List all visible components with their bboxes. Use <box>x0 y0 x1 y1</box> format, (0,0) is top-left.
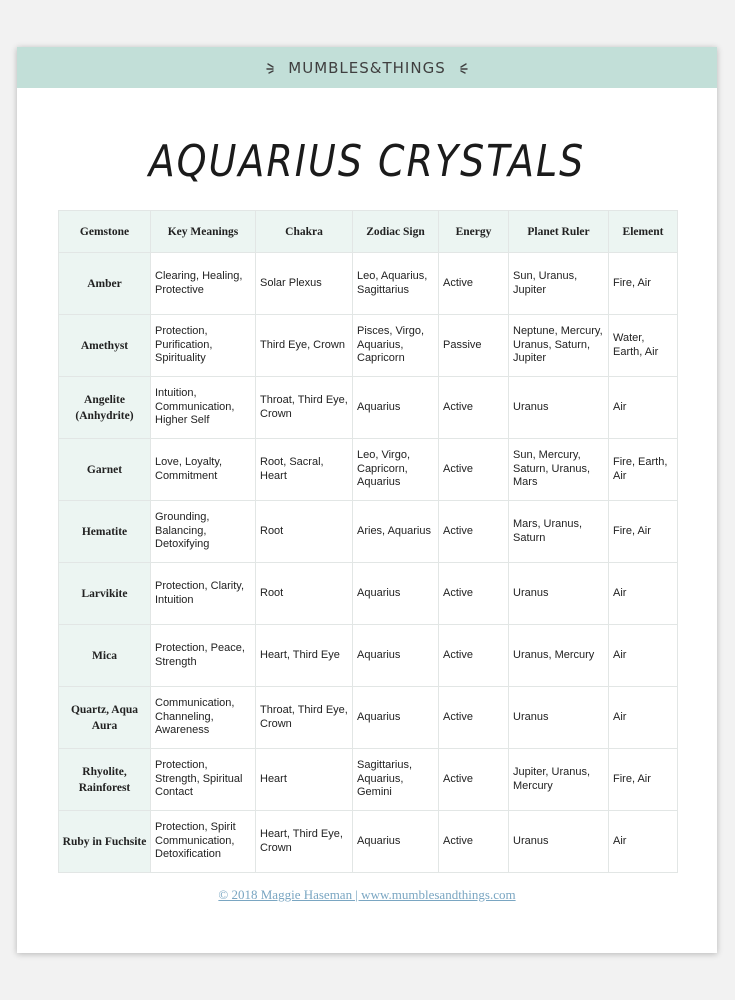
column-header-planet-ruler: Planet Ruler <box>509 211 609 253</box>
chakra-cell: Root <box>256 501 353 563</box>
gemstone-cell: Quartz, Aqua Aura <box>59 687 151 749</box>
energy-cell: Passive <box>439 315 509 377</box>
zodiac-sign-cell: Pisces, Virgo, Aquarius, Capricorn <box>353 315 439 377</box>
planet-ruler-cell: Mars, Uranus, Saturn <box>509 501 609 563</box>
printable-page <box>17 47 717 953</box>
planet-ruler-cell: Sun, Mercury, Saturn, Uranus, Mars <box>509 439 609 501</box>
planet-ruler-cell: Neptune, Mercury, Uranus, Saturn, Jupiter <box>509 315 609 377</box>
page-title: AQUARIUS CRYSTALS <box>148 135 586 187</box>
gemstone-cell: Amethyst <box>59 315 151 377</box>
chakra-cell: Throat, Third Eye, Crown <box>256 377 353 439</box>
table-row <box>59 625 678 687</box>
element-cell: Air <box>609 625 678 687</box>
energy-cell: Active <box>439 563 509 625</box>
zodiac-sign-cell: Leo, Virgo, Capricorn, Aquarius <box>353 439 439 501</box>
gemstone-cell: Mica <box>59 625 151 687</box>
key-meanings-cell: Clearing, Healing, Protective <box>151 253 256 315</box>
footer-credit-link[interactable]: © 2018 Maggie Haseman | www.mumblesandthings.com <box>218 887 516 902</box>
table-row <box>59 315 678 377</box>
chakra-cell: Heart, Third Eye, Crown <box>256 811 353 873</box>
energy-cell: Active <box>439 625 509 687</box>
chakra-cell: Solar Plexus <box>256 253 353 315</box>
element-cell: Air <box>609 687 678 749</box>
planet-ruler-cell: Sun, Uranus, Jupiter <box>509 253 609 315</box>
gemstone-cell: Larvikite <box>59 563 151 625</box>
column-header-key-meanings: Key Meanings <box>151 211 256 253</box>
zodiac-sign-cell: Leo, Aquarius, Sagittarius <box>353 253 439 315</box>
column-header-gemstone: Gemstone <box>59 211 151 253</box>
energy-cell: Active <box>439 749 509 811</box>
element-cell: Fire, Air <box>609 749 678 811</box>
planet-ruler-cell: Uranus <box>509 811 609 873</box>
brand-banner <box>17 47 717 88</box>
zodiac-sign-cell: Aquarius <box>353 811 439 873</box>
zodiac-sign-cell: Sagittarius, Aquarius, Gemini <box>353 749 439 811</box>
key-meanings-cell: Protection, Purification, Spirituality <box>151 315 256 377</box>
chakra-cell: Root <box>256 563 353 625</box>
energy-cell: Active <box>439 253 509 315</box>
table-header-row <box>59 211 678 253</box>
key-meanings-cell: Protection, Peace, Strength <box>151 625 256 687</box>
sparkle-left-icon <box>266 61 280 75</box>
key-meanings-cell: Grounding, Balancing, Detoxifying <box>151 501 256 563</box>
energy-cell: Active <box>439 377 509 439</box>
chakra-cell: Throat, Third Eye, Crown <box>256 687 353 749</box>
table-row <box>59 687 678 749</box>
table-row <box>59 253 678 315</box>
table-row <box>59 811 678 873</box>
key-meanings-cell: Intuition, Communication, Higher Self <box>151 377 256 439</box>
gemstone-cell: Angelite (Anhydrite) <box>59 377 151 439</box>
key-meanings-cell: Protection, Spirit Communication, Detoxification <box>151 811 256 873</box>
element-cell: Fire, Earth, Air <box>609 439 678 501</box>
gemstone-cell: Ruby in Fuchsite <box>59 811 151 873</box>
brand-logo <box>266 59 467 77</box>
column-header-chakra: Chakra <box>256 211 353 253</box>
column-header-zodiac-sign: Zodiac Sign <box>353 211 439 253</box>
table-row <box>59 749 678 811</box>
key-meanings-cell: Protection, Strength, Spiritual Contact <box>151 749 256 811</box>
column-header-element: Element <box>609 211 678 253</box>
gemstone-cell: Hematite <box>59 501 151 563</box>
zodiac-sign-cell: Aquarius <box>353 625 439 687</box>
energy-cell: Active <box>439 687 509 749</box>
energy-cell: Active <box>439 811 509 873</box>
element-cell: Water, Earth, Air <box>609 315 678 377</box>
table-row <box>59 439 678 501</box>
key-meanings-cell: Communication, Channeling, Awareness <box>151 687 256 749</box>
energy-cell: Active <box>439 439 509 501</box>
zodiac-sign-cell: Aries, Aquarius <box>353 501 439 563</box>
key-meanings-cell: Protection, Clarity, Intuition <box>151 563 256 625</box>
planet-ruler-cell: Jupiter, Uranus, Mercury <box>509 749 609 811</box>
planet-ruler-cell: Uranus, Mercury <box>509 625 609 687</box>
table-row <box>59 563 678 625</box>
zodiac-sign-cell: Aquarius <box>353 687 439 749</box>
chakra-cell: Heart <box>256 749 353 811</box>
element-cell: Fire, Air <box>609 253 678 315</box>
energy-cell: Active <box>439 501 509 563</box>
sparkle-right-icon <box>454 61 468 75</box>
brand-name: MUMBLES&THINGS <box>288 58 446 77</box>
gemstone-cell: Rhyolite, Rainforest <box>59 749 151 811</box>
element-cell: Air <box>609 563 678 625</box>
gemstone-cell: Garnet <box>59 439 151 501</box>
planet-ruler-cell: Uranus <box>509 563 609 625</box>
crystals-table <box>58 210 678 873</box>
planet-ruler-cell: Uranus <box>509 377 609 439</box>
chakra-cell: Heart, Third Eye <box>256 625 353 687</box>
column-header-energy: Energy <box>439 211 509 253</box>
key-meanings-cell: Love, Loyalty, Commitment <box>151 439 256 501</box>
element-cell: Air <box>609 811 678 873</box>
zodiac-sign-cell: Aquarius <box>353 377 439 439</box>
table-row <box>59 501 678 563</box>
chakra-cell: Root, Sacral, Heart <box>256 439 353 501</box>
table-row <box>59 377 678 439</box>
planet-ruler-cell: Uranus <box>509 687 609 749</box>
chakra-cell: Third Eye, Crown <box>256 315 353 377</box>
element-cell: Air <box>609 377 678 439</box>
zodiac-sign-cell: Aquarius <box>353 563 439 625</box>
gemstone-cell: Amber <box>59 253 151 315</box>
element-cell: Fire, Air <box>609 501 678 563</box>
